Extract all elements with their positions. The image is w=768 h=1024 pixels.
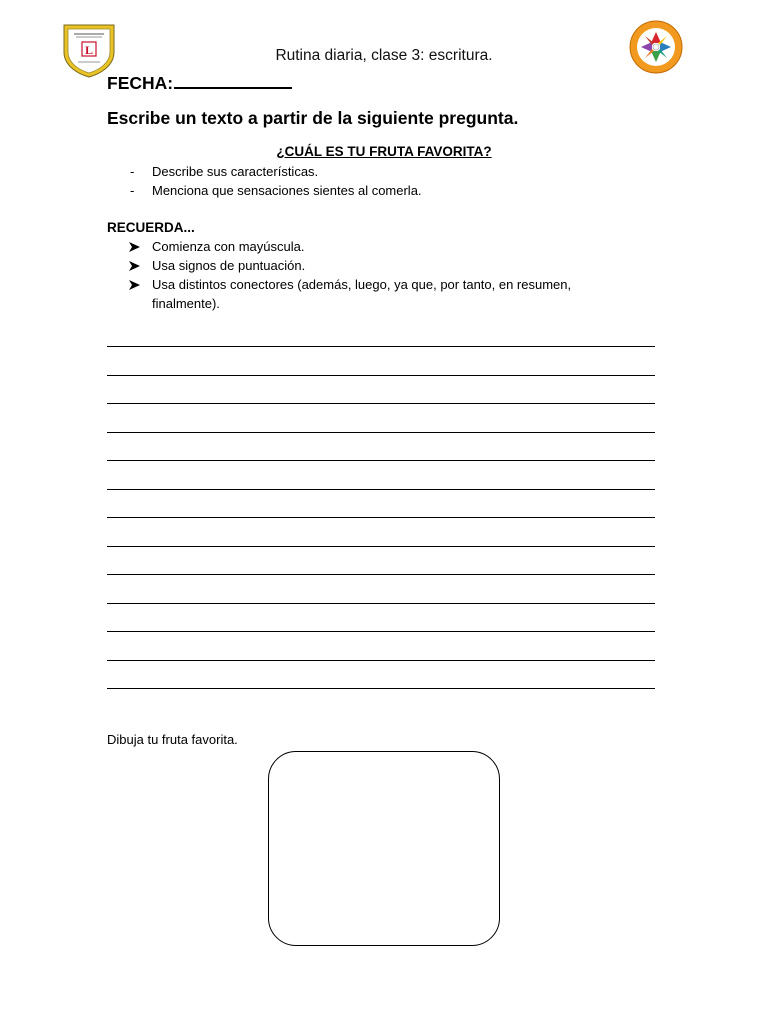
question-title: ¿CUÁL ES TU FRUTA FAVORITA? — [276, 144, 492, 159]
guide-list — [0, 162, 612, 200]
arrow-bullet-icon — [129, 280, 140, 290]
list-item: Usa distintos conectores (además, luego, ya que, por tanto, en resumen, finalmente). — [0, 275, 612, 313]
date-blank-line[interactable] — [174, 71, 292, 89]
list-item: Comienza con mayúscula. — [0, 237, 612, 256]
writing-lines-area[interactable] — [107, 346, 655, 717]
arrow-bullet-icon — [129, 261, 140, 271]
writing-line[interactable] — [107, 631, 655, 660]
crest-letter: L — [84, 43, 94, 57]
arrow-bullet-icon — [129, 242, 140, 252]
instruction-heading: Escribe un texto a partir de la siguiente pregunta. — [107, 108, 519, 128]
date-field — [107, 71, 292, 94]
writing-line[interactable] — [107, 574, 655, 603]
writing-line[interactable] — [107, 489, 655, 518]
list-item: - Menciona que sensaciones sientes al comerla. — [130, 183, 422, 198]
dash-bullet-icon: - — [130, 164, 135, 179]
writing-line[interactable] — [107, 660, 655, 689]
dash-bullet-icon: - — [130, 183, 135, 198]
list-item: Usa signos de puntuación. — [0, 256, 612, 275]
writing-line[interactable] — [107, 688, 655, 717]
list-item: - Describe sus características. — [130, 164, 319, 179]
reminder-list — [0, 237, 612, 313]
writing-line[interactable] — [107, 432, 655, 461]
writing-line[interactable] — [107, 546, 655, 575]
writing-line[interactable] — [107, 375, 655, 404]
writing-line[interactable] — [107, 346, 655, 375]
date-label: FECHA: — [107, 73, 174, 93]
writing-line[interactable] — [107, 460, 655, 489]
drawing-box[interactable] — [268, 751, 500, 946]
reminder-heading: RECUERDA... — [107, 220, 195, 235]
writing-line[interactable] — [107, 603, 655, 632]
writing-line[interactable] — [107, 517, 655, 546]
writing-line[interactable] — [107, 403, 655, 432]
header-title: Rutina diaria, clase 3: escritura. — [275, 47, 493, 64]
drawing-prompt: Dibuja tu fruta favorita. — [107, 732, 238, 747]
